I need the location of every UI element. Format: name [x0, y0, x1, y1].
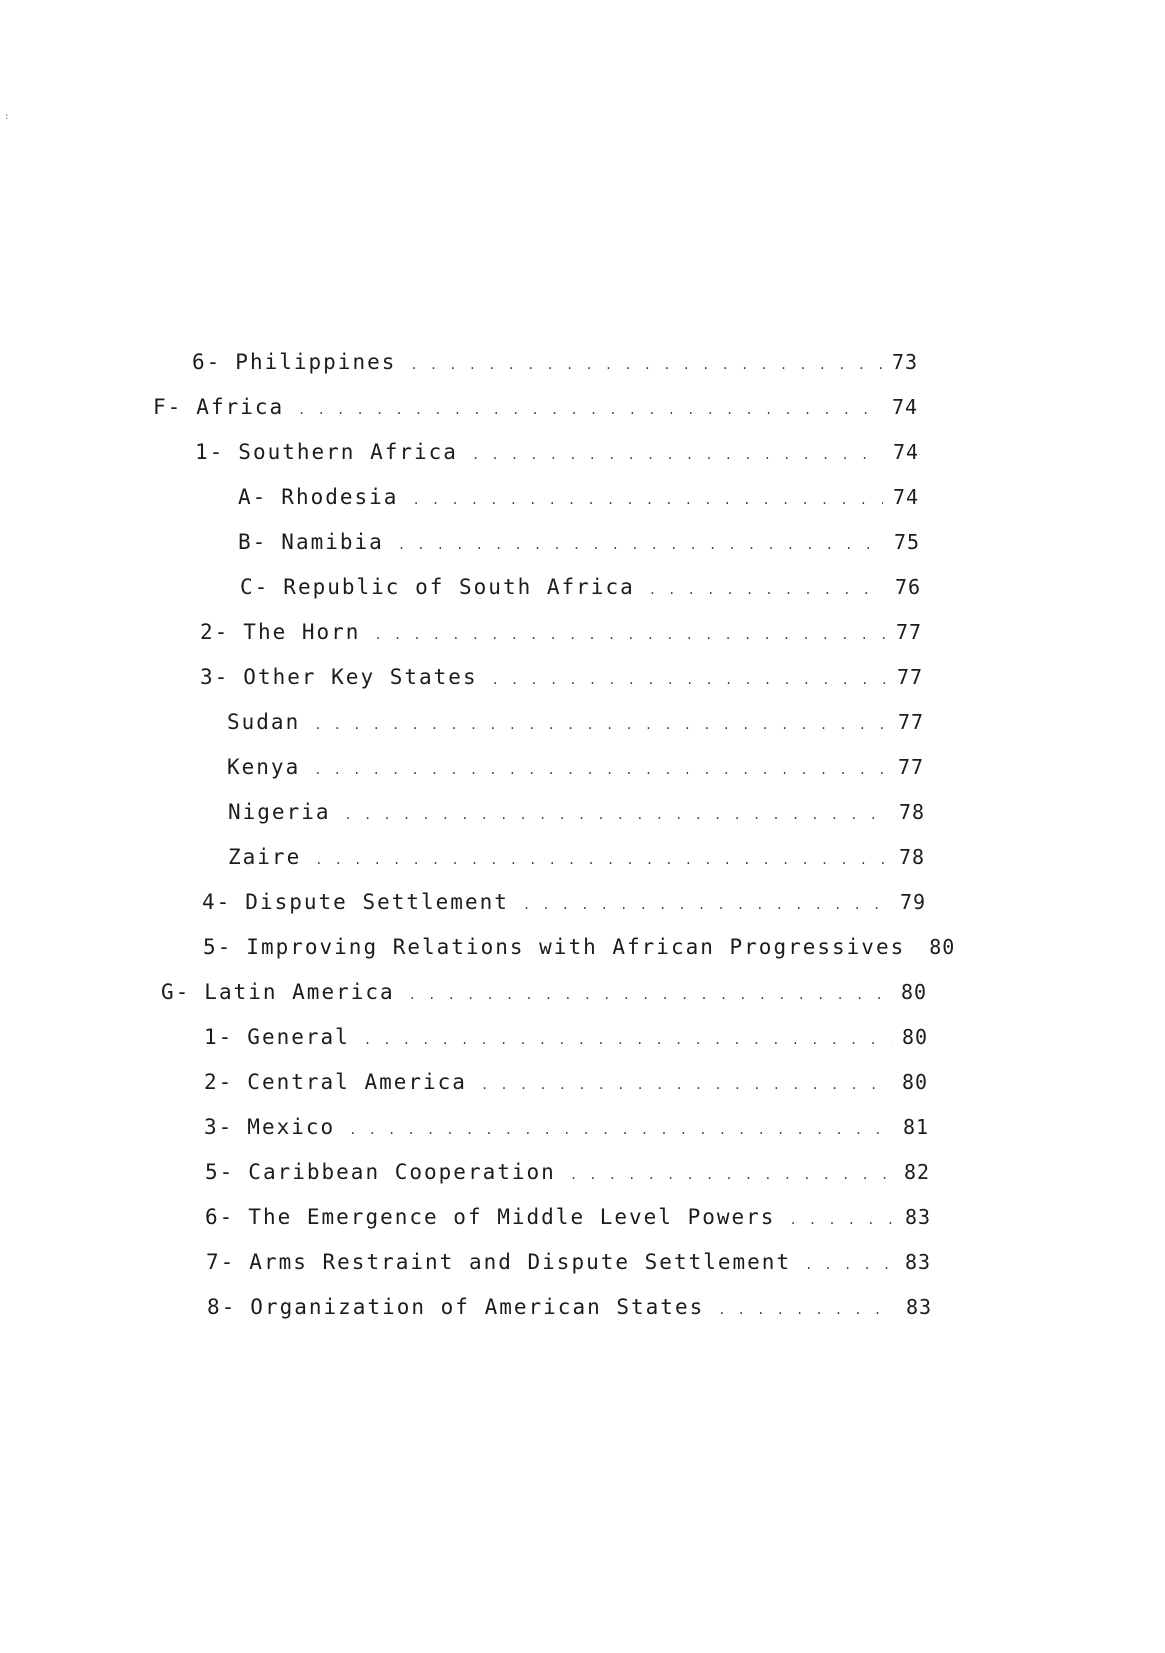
toc-entry-page: 80 — [902, 1025, 929, 1049]
toc-entry — [204, 1070, 942, 1100]
toc-entry — [200, 665, 937, 695]
toc-entry-title: Organization of American States — [250, 1295, 705, 1319]
toc-entry — [207, 1295, 946, 1325]
toc-entry-page: 77 — [896, 620, 923, 644]
toc-entry — [153, 395, 932, 425]
toc-entry-number: 1- — [204, 1025, 234, 1049]
toc-entry-page: 82 — [904, 1160, 931, 1184]
dot-leader — [345, 800, 889, 824]
toc-entry-title: Caribbean Cooperation — [248, 1160, 556, 1184]
toc-entry — [228, 845, 939, 875]
toc-entry — [202, 890, 940, 920]
dot-leader — [481, 1070, 892, 1094]
toc-entry-number: B- — [238, 530, 268, 554]
toc-entry-page: 77 — [897, 665, 924, 689]
dot-leader — [718, 1295, 896, 1319]
toc-entry-title: Zaire — [228, 845, 302, 869]
toc-entry-number: G- — [161, 980, 191, 1004]
toc-entry-number: 5- — [203, 935, 233, 959]
toc-entry-page: 74 — [893, 485, 920, 509]
toc-entry — [240, 575, 935, 605]
toc-entry-title: Mexico — [247, 1115, 336, 1139]
toc-entry — [206, 1250, 945, 1280]
toc-entry — [192, 350, 932, 380]
toc-entry-number: 7- — [206, 1250, 236, 1274]
toc-entry-page: 80 — [929, 935, 956, 959]
toc-entry-title: Improving Relations with African Progressives — [246, 935, 906, 959]
toc-entry — [200, 620, 936, 650]
toc-entry-number: 8- — [207, 1295, 237, 1319]
toc-entry-title: Nigeria — [228, 800, 331, 824]
dot-leader — [314, 755, 888, 779]
toc-entry-title: Central America — [247, 1070, 467, 1094]
toc-entry-page: 83 — [905, 1250, 932, 1274]
dot-leader — [315, 845, 889, 869]
dot-leader — [314, 710, 888, 734]
dot-leader — [523, 890, 890, 914]
toc-entry-page: 74 — [893, 440, 920, 464]
dot-leader — [649, 575, 885, 599]
toc-entry-title: Africa — [196, 395, 285, 419]
toc-entry-title: Kenya — [227, 755, 301, 779]
toc-entry-number: 1- — [195, 440, 225, 464]
toc-entry — [227, 710, 938, 740]
scan-artifact-mark: : — [4, 112, 10, 122]
toc-entry-title: Southern Africa — [238, 440, 458, 464]
toc-entry — [227, 755, 938, 785]
toc-entry-page: 81 — [903, 1115, 930, 1139]
toc-entry-title: Sudan — [227, 710, 301, 734]
toc-entry — [195, 440, 933, 470]
toc-entry-title: Namibia — [281, 530, 384, 554]
dot-leader — [410, 350, 882, 374]
dot-leader — [472, 440, 883, 464]
toc-entry-title: The Emergence of Middle Level Powers — [248, 1205, 776, 1229]
toc-entry — [203, 935, 956, 965]
toc-entry — [238, 485, 933, 515]
toc-entry-page: 80 — [901, 980, 928, 1004]
dot-leader — [349, 1115, 893, 1139]
toc-entry-number: F- — [153, 395, 183, 419]
toc-entry-title: Other Key States — [243, 665, 478, 689]
dot-leader — [492, 665, 887, 689]
toc-entry-title: Dispute Settlement — [245, 890, 509, 914]
toc-entry-page: 75 — [894, 530, 921, 554]
dot-leader — [409, 980, 891, 1004]
toc-entry — [205, 1205, 945, 1235]
toc-entry-number: A- — [238, 485, 268, 509]
toc-entry-number: 4- — [202, 890, 232, 914]
toc-entry-page: 77 — [898, 755, 925, 779]
dot-leader — [412, 485, 883, 509]
toc-entry-page: 78 — [899, 845, 926, 869]
toc-entry-number: 2- — [200, 620, 230, 644]
toc-entry-number: 6- — [205, 1205, 235, 1229]
toc-entry-page: 78 — [899, 800, 926, 824]
toc-entry-number: 3- — [204, 1115, 234, 1139]
toc-entry-page: 73 — [892, 350, 919, 374]
toc-entry-page: 77 — [898, 710, 925, 734]
toc-entry-number: 5- — [205, 1160, 235, 1184]
toc-entry-title: Republic of South Africa — [283, 575, 635, 599]
toc-entry-number: 6- — [192, 350, 222, 374]
dot-leader — [298, 395, 882, 419]
dot-leader — [570, 1160, 894, 1184]
toc-entry — [204, 1115, 943, 1145]
toc-entry — [238, 530, 934, 560]
toc-entry — [161, 980, 941, 1010]
dot-leader — [789, 1205, 895, 1229]
dot-leader — [374, 620, 886, 644]
toc-entry-number: C- — [240, 575, 270, 599]
toc-entry-page: 80 — [902, 1070, 929, 1094]
toc-entry-page: 79 — [900, 890, 927, 914]
toc-entry — [228, 800, 939, 830]
toc-entry-title: The Horn — [243, 620, 361, 644]
dot-leader — [805, 1250, 895, 1274]
toc-entry-title: Latin America — [204, 980, 395, 1004]
dot-leader — [398, 530, 884, 554]
dot-leader — [364, 1025, 892, 1049]
toc-entry-page: 74 — [892, 395, 919, 419]
toc-entry — [205, 1160, 944, 1190]
toc-entry-title: Arms Restraint and Dispute Settlement — [249, 1250, 792, 1274]
toc-entry-number: 2- — [204, 1070, 234, 1094]
toc-entry — [204, 1025, 942, 1055]
toc-entry-title: General — [247, 1025, 350, 1049]
toc-entry-page: 76 — [895, 575, 922, 599]
toc-entry-title: Rhodesia — [281, 485, 399, 509]
toc-entry-page: 83 — [906, 1295, 933, 1319]
toc-entry-number: 3- — [200, 665, 230, 689]
toc-entry-title: Philippines — [235, 350, 397, 374]
toc-entry-page: 83 — [905, 1205, 932, 1229]
